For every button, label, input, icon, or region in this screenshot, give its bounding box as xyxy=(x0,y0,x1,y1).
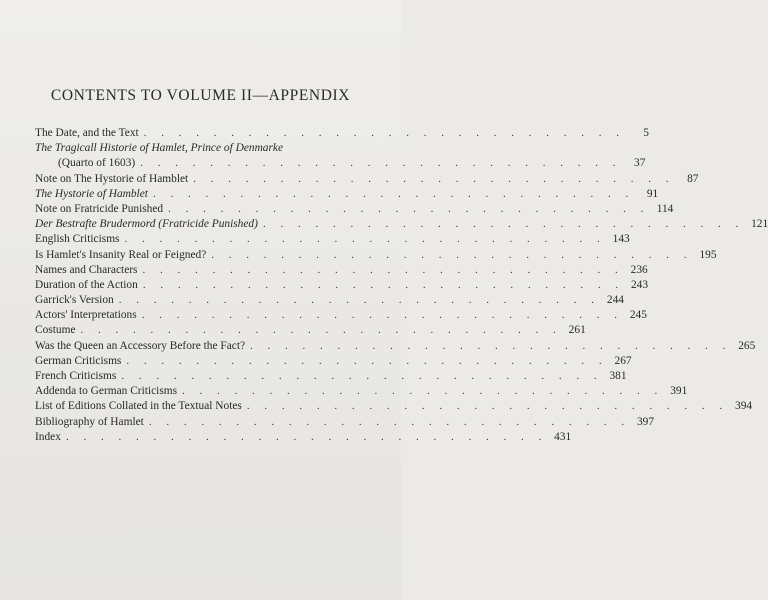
toc-entry-title: Duration of the Action xyxy=(35,278,138,291)
toc-entry-title: Names and Characters xyxy=(35,263,138,276)
dot-leader: . . . . . . . . . . . . . . . . . . . . . . . . . . . . xyxy=(142,263,624,276)
toc-entry-title: Note on Fratricide Punished xyxy=(35,202,164,215)
dot-leader: . . . . . . . . . . . . . . . . . . . . . . . . . . . . xyxy=(211,248,693,261)
toc-entry-title: Is Hamlet's Insanity Real or Feigned? xyxy=(35,248,207,261)
toc-entry-list-of-editions xyxy=(35,399,753,414)
toc-entry-page: 265 xyxy=(738,339,756,352)
toc-entry-names-and-characters xyxy=(35,263,648,278)
dot-leader: . . . . . . . . . . . . . . . . . . . . . . . . . . . . xyxy=(80,324,562,337)
dot-leader: . . . . . . . . . . . . . . . . . . . . . . . . . . . . xyxy=(262,218,745,231)
toc-entry-bibliography xyxy=(35,415,655,430)
dot-leader: . . . . . . . . . . . . . . . . . . . . . . . . . . . . xyxy=(126,354,608,367)
toc-entry-title: The Date, and the Text xyxy=(35,127,139,139)
dot-leader: . . . . . . . . . . . . . . . . . . . . . . . . . . . . xyxy=(124,233,606,246)
toc-entry-title: Garrick's Version xyxy=(35,294,114,307)
toc-entry-note-on-fratricide xyxy=(35,202,674,217)
toc-entry-english-criticisms xyxy=(35,232,630,247)
toc-entry-page: 244 xyxy=(606,294,624,307)
dot-leader: . . . . . . . . . . . . . . . . . . . . . . . . . . . . xyxy=(140,157,622,170)
toc-entry-garricks-version xyxy=(35,293,624,308)
toc-entry-page: 245 xyxy=(629,309,647,322)
toc-entry-page: 121 xyxy=(751,218,768,231)
dot-leader: . . . . . . . . . . . . . . . . . . . . . . . . . . . . xyxy=(148,415,631,428)
toc-entry-title: Addenda to German Criticisms xyxy=(35,385,178,398)
table-of-contents xyxy=(35,126,768,445)
toc-entry-bestrafte-brudermord xyxy=(35,217,768,232)
dot-leader: . . . . . . . . . . . . . . . . . . . . . . . . . . . . xyxy=(168,202,650,215)
toc-entry-title: Bibliography of Hamlet xyxy=(35,415,144,428)
toc-entry-costume xyxy=(35,323,586,338)
toc-entry-page: 87 xyxy=(687,172,699,185)
toc-entry-title: Der Bestrafte Brudermord (Fratricide Punished) xyxy=(35,218,258,231)
toc-entry-date-and-text xyxy=(35,126,649,141)
toc-entry-page: 267 xyxy=(614,354,632,367)
dot-leader: . . . . . . . . . . . . . . . . . . . . . . . . . . . . xyxy=(143,127,625,139)
toc-entry-page: 394 xyxy=(735,400,753,413)
toc-entry-page: 91 xyxy=(646,187,659,200)
toc-entry-title: French Criticisms xyxy=(35,370,117,382)
dot-leader: . . . . . . . . . . . . . . . . . . . . . . . . . . . . xyxy=(141,309,623,322)
toc-entry-quarto-1603 xyxy=(35,156,646,171)
toc-entry-tragicall-historie xyxy=(35,141,357,156)
toc-entry-title: Note on The Hystorie of Hamblet xyxy=(35,172,189,185)
toc-entry-page: 381 xyxy=(609,370,627,382)
toc-entry-addenda xyxy=(35,384,688,399)
toc-entry-title: Was the Queen an Accessory Before the Fact? xyxy=(35,339,246,352)
dot-leader: . . . . . . . . . . . . . . . . . . . . . . . . . . . . xyxy=(142,278,625,291)
dot-leader: . . . . . . . . . . . . . . . . . . . . . . . . . . . . xyxy=(246,400,729,413)
dot-leader: . . . . . . . . . . . . . . . . . . . . . . . . . . . . xyxy=(250,339,732,352)
toc-entry-page: 397 xyxy=(636,415,655,428)
toc-entry-page: 243 xyxy=(630,278,649,291)
toc-entry-title: The Tragicall Historie of Hamlet, Prince of Denmarke xyxy=(35,142,284,155)
toc-entry-title: Costume xyxy=(35,324,76,337)
dot-leader: . . . . . . . . . . . . . . . . . . . . . . . . . . . . xyxy=(193,172,675,185)
toc-entry-title: (Quarto of 1603) xyxy=(58,157,136,170)
toc-entry-page: 236 xyxy=(630,263,648,276)
toc-entry-queen-accessory xyxy=(35,339,756,354)
dot-leader: . . . . . . . . . . . . . . . . . . . . . . . . . . . . xyxy=(152,187,635,200)
dot-leader: . . . . . . . . . . . . . . . . . . . . . . . . . . . . xyxy=(121,370,603,382)
toc-entry-title: Actors' Interpretations xyxy=(35,309,137,322)
toc-entry-page: 261 xyxy=(568,324,586,337)
toc-entry-page: 143 xyxy=(612,233,630,246)
toc-entry-page: 431 xyxy=(554,430,572,443)
toc-entry-title: English Criticisms xyxy=(35,233,120,246)
toc-entry-insanity xyxy=(35,248,717,263)
toc-entry-page: 195 xyxy=(699,248,717,261)
dot-leader: . . . . . . . . . . . . . . . . . . . . . . . . . . . . xyxy=(118,294,600,307)
toc-entry-title: Index xyxy=(35,430,61,443)
toc-entry-title: List of Editions Collated in the Textual Notes xyxy=(35,400,242,413)
toc-entry-title: German Criticisms xyxy=(35,354,122,367)
toc-entry-page: 114 xyxy=(656,202,674,215)
toc-entry-actors-interpretations xyxy=(35,308,647,323)
toc-entry-page: 391 xyxy=(670,385,688,398)
toc-entry-page: 5 xyxy=(643,127,649,139)
toc-entry-duration xyxy=(35,278,649,293)
toc-entry-page: 37 xyxy=(634,157,646,170)
toc-entry-index xyxy=(35,430,572,445)
toc-entry-german-criticisms xyxy=(35,354,632,369)
dot-leader: . . . . . . . . . . . . . . . . . . . . . . . . . . . . xyxy=(182,385,664,398)
contents-heading: CONTENTS TO VOLUME II—APPENDIX xyxy=(50,87,351,104)
toc-entry-hystorie-of-hamblet xyxy=(35,187,659,202)
toc-entry-note-on-hystorie xyxy=(35,172,699,187)
toc-entry-title: The Hystorie of Hamblet xyxy=(35,187,148,200)
dot-leader: . . . . . . . . . . . . . . . . . . . . . . . . . . . . xyxy=(65,430,548,443)
toc-entry-french-criticisms xyxy=(35,369,627,384)
